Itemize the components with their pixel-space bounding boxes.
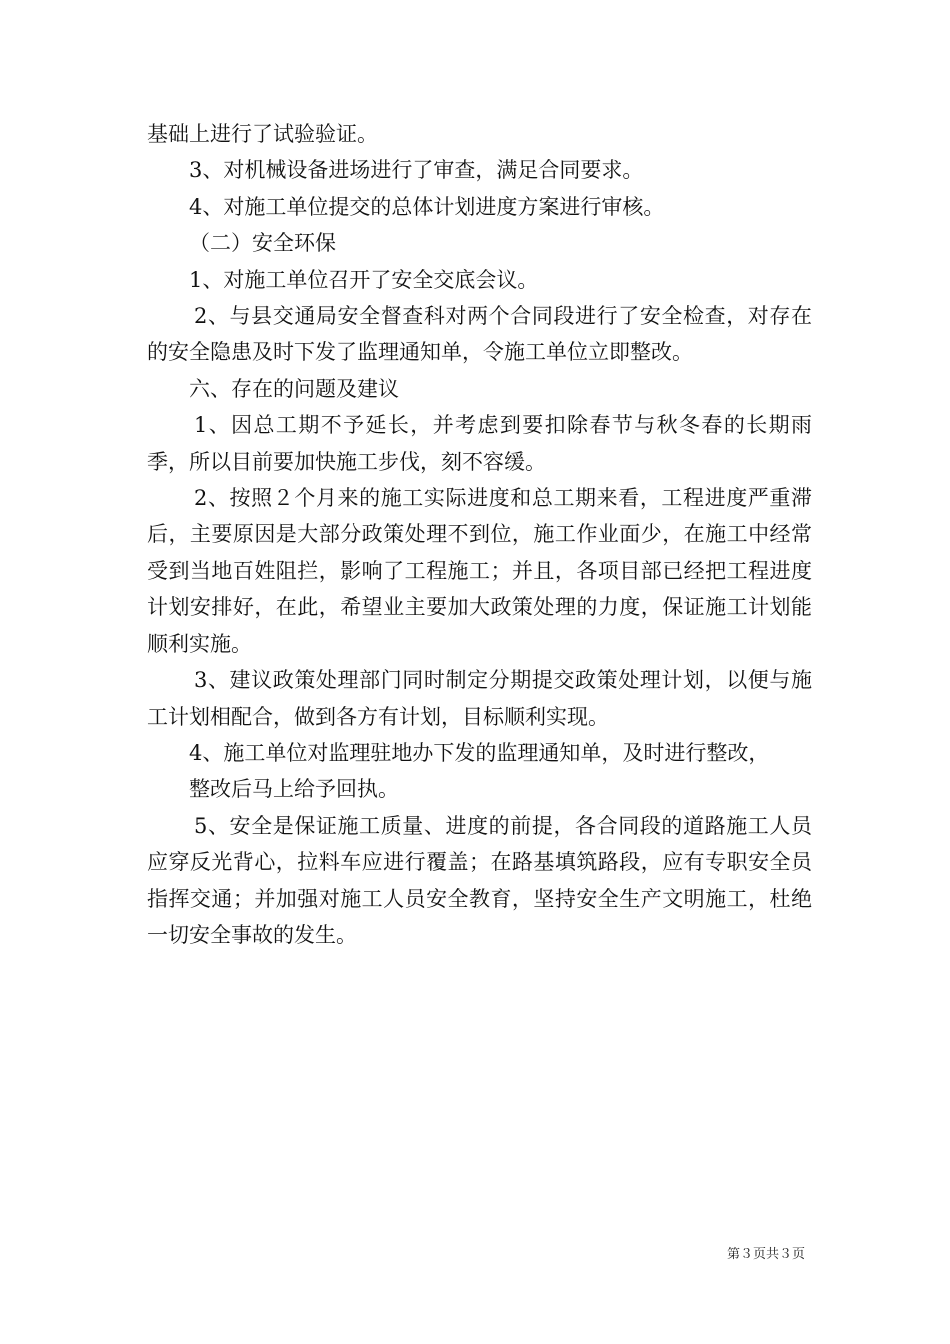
page-number-footer: 第３页共３页 (726, 1247, 805, 1262)
paragraph-issue-4: 4、施工单位对监理驻地办下发的监理通知单，及时进行整改， (189, 740, 770, 765)
paragraph-issue-2: 2、按照２个月来的施工实际进度和总工期来看，工程进度严重滞后，主要原因是大部分政策处理不到位，施工作业面少，在施工中经常受到当地百姓阻拦，影响了工程施工；并且，各项目部已经把工程进度计划安排好，在此，希望业主要加大政策处理的力度，保证施工计划能顺利实施。 (147, 486, 812, 656)
paragraph-continuation: 基础上进行了试验验证。 (147, 122, 378, 146)
paragraph-issue-3: 3、建议政策处理部门同时制定分期提交政策处理计划，以便与施工计划相配合，做到各方有计划，目标顺利实现。 (147, 668, 812, 729)
section-heading-issues: 六、存在的问题及建议 (189, 376, 399, 401)
paragraph-issue-4-continuation: 整改后马上给予回执。 (189, 777, 399, 802)
paragraph-issue-5: 5、安全是保证施工质量、进度的前提，各合同段的道路施工人员应穿反光背心，拉料车应进行覆盖；在路基填筑路段，应有专职安全员指挥交通；并加强对施工人员安全教育，坚持安全生产文明施工，杜绝一切安全事故的发生。 (147, 813, 812, 947)
paragraph-safety-item-2: 2、与县交通局安全督查科对两个合同段进行了安全检查，对存在的安全隐患及时下发了监理通知单，令施工单位立即整改。 (147, 304, 812, 365)
paragraph-safety-item-1: 1、对施工单位召开了安全交底会议。 (189, 267, 539, 292)
paragraph-item-4-schedule: 4、对施工单位提交的总体计划进度方案进行审核。 (189, 194, 665, 219)
document-body (147, 116, 812, 953)
paragraph-item-3-equipment: 3、对机械设备进场进行了审查，满足合同要求。 (189, 158, 644, 183)
section-heading-safety: （二）安全环保 (189, 231, 336, 256)
paragraph-issue-1: 1、因总工期不予延长，并考虑到要扣除春节与秋冬春的长期雨季，所以目前要加快施工步伐，刻不容缓。 (147, 413, 812, 474)
